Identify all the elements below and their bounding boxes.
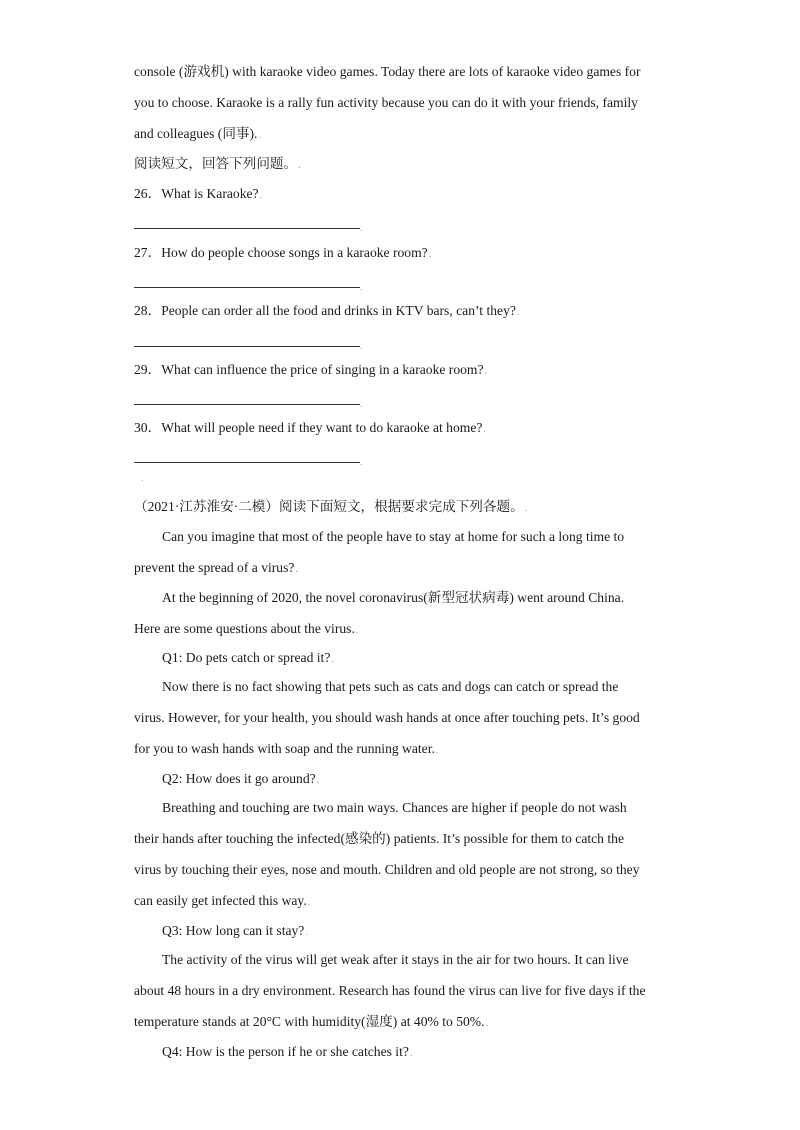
question-heading-text: Q1: Do pets catch or spread it? (162, 650, 331, 665)
passage-b-text: can easily get infected this way. (134, 893, 307, 908)
passage-b-line (134, 741, 694, 759)
question-number: 30． (134, 420, 162, 435)
paragraph-mark: . (360, 223, 363, 233)
paragraph-mark: . (305, 927, 308, 938)
question-number: 28． (134, 303, 162, 318)
q1-heading (162, 650, 722, 668)
passage-a-line (134, 95, 694, 111)
paragraph-mark: . (435, 745, 439, 756)
paragraph-mark: . (428, 249, 432, 260)
passage-b-line (134, 621, 694, 639)
paragraph-mark: . (141, 473, 144, 483)
passage-b-line (162, 679, 722, 695)
passage-a-text: and colleagues (同事). (134, 126, 258, 141)
q4-heading (162, 1044, 722, 1062)
answer-line-28[interactable] (134, 346, 360, 347)
passage-b-line (162, 800, 722, 816)
instruction-text: 阅读短文，回答下列问题。 (134, 156, 298, 171)
paragraph-mark: . (485, 1018, 489, 1029)
question-30 (134, 420, 694, 438)
passage-b-text: temperature stands at 20°C with humidity(湿度) at 40% to 50%. (134, 1014, 485, 1029)
section-heading (134, 499, 694, 517)
question-number: 27． (134, 245, 162, 260)
passage-a-text: console (游戏机) with karaoke video games. Today there are lots of karaoke video games for (134, 64, 641, 79)
paragraph-mark: . (360, 457, 363, 467)
passage-b-text: virus by touching their eyes, nose and mouth. Children and old people are not strong, so they (134, 862, 640, 877)
passage-b-text: Now there is no fact showing that pets such as cats and dogs can catch or spread the (162, 679, 619, 694)
passage-b-text: At the beginning of 2020, the novel coronavirus(新型冠状病毒) went around China. (162, 590, 625, 605)
passage-b-text: Here are some questions about the virus. (134, 621, 355, 636)
question-heading-text: Q2: How does it go around? (162, 771, 316, 786)
passage-b-line (134, 862, 694, 878)
question-heading-text: Q4: How is the person if he or she catches it? (162, 1044, 409, 1059)
passage-b-text: Can you imagine that most of the people have to stay at home for such a long time to (162, 529, 625, 544)
passage-a-line (134, 64, 694, 80)
section-heading-text: （2021·江苏淮安·二模）阅读下面短文，根据要求完成下列各题。 (134, 499, 524, 514)
q3-heading (162, 923, 722, 941)
answer-line-30[interactable] (134, 462, 360, 463)
question-text: What can influence the price of singing in a karaoke room? (161, 362, 484, 377)
passage-a-text: you to choose. Karaoke is a rally fun activity because you can do it with your friends, family (134, 95, 638, 110)
passage-b-text: The activity of the virus will get weak after it stays in the air for two hours. It can live (162, 952, 629, 967)
paragraph-mark: . (298, 160, 301, 171)
question-27 (134, 245, 694, 263)
passage-b-text: for you to wash hands with soap and the running water. (134, 741, 435, 756)
passage-b-text: prevent the spread of a virus? (134, 560, 295, 575)
paragraph-mark: . (360, 399, 363, 409)
question-number: 26． (134, 186, 162, 201)
paragraph-mark: . (409, 1048, 413, 1059)
passage-a-line (134, 126, 694, 144)
question-number: 29． (134, 362, 162, 377)
question-28 (134, 303, 694, 321)
paragraph-mark: . (259, 190, 263, 201)
paragraph-mark: . (516, 307, 520, 318)
answer-line-27[interactable] (134, 287, 360, 288)
q2-heading (162, 771, 722, 789)
question-heading-text: Q3: How long can it stay? (162, 923, 305, 938)
paragraph-mark: . (483, 424, 486, 435)
question-text: How do people choose songs in a karaoke room? (161, 245, 428, 260)
passage-b-text: about 48 hours in a dry environment. Research has found the virus can live for five days if the (134, 983, 646, 998)
question-text: People can order all the food and drinks in KTV bars, can’t they? (161, 303, 516, 318)
passage-b-line (134, 893, 694, 911)
paragraph-mark: . (524, 503, 528, 514)
paragraph-mark: . (258, 130, 261, 141)
passage-b-line (162, 529, 722, 545)
answer-line-26[interactable] (134, 228, 360, 229)
paragraph-mark: . (355, 625, 359, 636)
paragraph-mark: . (307, 897, 311, 908)
instruction (134, 156, 694, 174)
answer-line-29[interactable] (134, 404, 360, 405)
passage-b-line (134, 710, 694, 726)
passage-b-line (134, 831, 694, 847)
question-26 (134, 186, 694, 204)
passage-b-text: virus. However, for your health, you should wash hands at once after touching pets. It’s good (134, 710, 640, 725)
passage-b-line (134, 1014, 694, 1032)
paragraph-mark: . (331, 654, 334, 665)
paragraph-mark: . (316, 775, 320, 786)
passage-b-text: their hands after touching the infected(感染的) patients. It’s possible for them to catch the (134, 831, 624, 846)
question-text: What will people need if they want to do karaoke at home? (161, 420, 483, 435)
passage-b-line (162, 590, 722, 606)
paragraph-mark: . (295, 564, 298, 575)
passage-b-text: Breathing and touching are two main ways. Chances are higher if people do not wash (162, 800, 627, 815)
passage-b-line (134, 983, 694, 999)
question-29 (134, 362, 694, 380)
paragraph-mark: . (484, 366, 488, 377)
paragraph-mark: . (360, 282, 363, 292)
passage-b-line (162, 952, 722, 968)
passage-b-line (134, 560, 694, 578)
paragraph-mark: . (360, 341, 363, 351)
question-text: What is Karaoke? (161, 186, 259, 201)
